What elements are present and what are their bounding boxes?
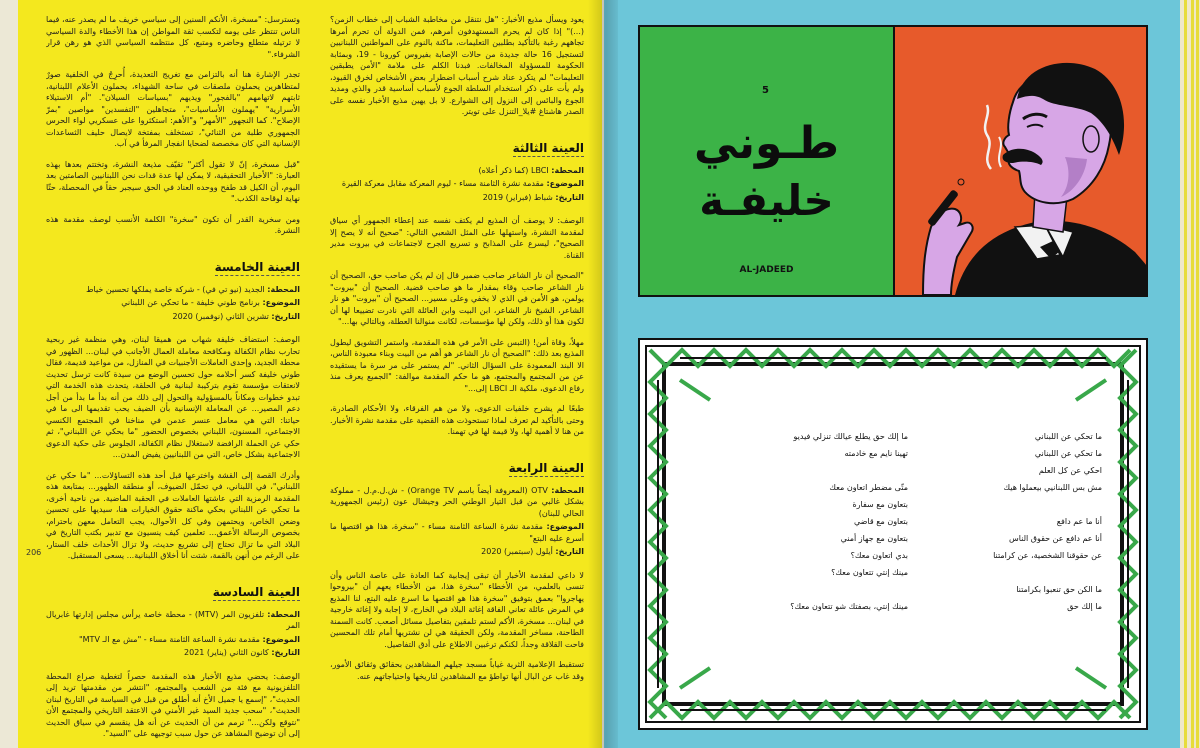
meta-label: المحطة: bbox=[267, 284, 300, 294]
right-page bbox=[604, 0, 1180, 748]
meta-line bbox=[46, 634, 300, 646]
meta-label: التاريخ: bbox=[555, 192, 584, 202]
meta-label: الموضوع: bbox=[546, 522, 584, 531]
meta-line bbox=[46, 609, 300, 632]
section-heading: العينة الثالثة bbox=[512, 140, 584, 155]
lyric-line: ما تحكي عن اللبناني bbox=[1034, 432, 1102, 441]
panel-number: 5 bbox=[762, 85, 769, 96]
meta-line bbox=[330, 485, 584, 520]
lyrics-box bbox=[638, 338, 1148, 730]
meta-value: تشرين الثاني (نوفمبر) 2020 bbox=[172, 311, 269, 321]
meta-value: مقدمة نشرة الساعة الثامنة مساء - "سخرة، هذا هو اقتصها ما أسرع عليه البتع" bbox=[330, 522, 584, 543]
channel-name: AL-JADEED bbox=[739, 265, 794, 275]
paragraph: الوصف: يحضي مذيع الأخبار هذه المقدمة حصراً لتغطية صراع المحطة التلفزيونية مع فئة من الشعب والمجتمع، "انتشر من مقدمتها تريد إلى الحديث"، "إسمع يا جميل الأخ أنه أطلق من قبل في السياسة في التاريخ لبنان الحديث"، "سحب جديد السيد غير الأمني في الاعتقد التاريخي والمجتمع الأن "نتوقع ولكن..." ترمم من أن الحديث عن أنه هل ينقسم في سياق الحديث إلى أن توضيح المشاهد عن حول سبب توجيهه على "السيد". bbox=[46, 671, 300, 738]
lyric-line: تهينا نايم مع خادمته bbox=[844, 449, 908, 458]
portrait-illustration bbox=[895, 27, 1146, 295]
meta-line bbox=[46, 284, 300, 296]
meta-label: الموضوع: bbox=[262, 298, 300, 307]
panel-title-first: طـوني bbox=[693, 118, 840, 169]
meta-value: تلفزيون المر (MTV) - محطة خاصة يرأس مجلس إدارتها غابريال المر bbox=[46, 609, 300, 630]
smoking-man-illustration bbox=[895, 27, 1148, 295]
lyric-line: مينك إنتي تتعاون معك؟ bbox=[831, 568, 908, 577]
meta-line bbox=[46, 297, 300, 309]
meta-line bbox=[330, 178, 584, 190]
section-heading: العينة الرابعة bbox=[508, 460, 584, 475]
meta-label: الموضوع: bbox=[546, 179, 584, 188]
lyric-line: بتعاون مع جهاز أمني bbox=[840, 534, 908, 543]
meta-line bbox=[46, 311, 300, 323]
lyric-line: أنا ما عم دافع bbox=[1056, 517, 1102, 526]
lyric-line: أنا عم دافع عن حقوق الناس bbox=[1008, 534, 1102, 543]
lyric-line: بتعاون مع قاضي bbox=[853, 517, 908, 526]
page-number: 206 bbox=[26, 548, 42, 557]
lyric-line: ما إلك حق يطلع عيالك تنزلي فيديو bbox=[793, 432, 908, 441]
section-heading: العينة الخامسة bbox=[214, 259, 300, 274]
text-column-right bbox=[330, 14, 584, 742]
lyric-line: ما الكن حق تنعبوا بكرامتنا bbox=[1016, 585, 1102, 594]
lyrics-column-left bbox=[712, 428, 908, 615]
meta-value: LBCI (كما ذكر أعلاه) bbox=[478, 165, 549, 175]
section-heading: العينة السادسة bbox=[212, 584, 300, 599]
lyric-spacer bbox=[906, 496, 1102, 513]
lyric-line: بدي اتعاون معك؟ bbox=[850, 551, 908, 560]
lyric-line: بتعاون مع سفارة bbox=[852, 500, 908, 509]
lyrics-column-right bbox=[906, 428, 1102, 615]
lyric-line: مينك إنتي، بصفتك شو تتعاون معك؟ bbox=[790, 602, 908, 611]
meta-line bbox=[330, 192, 584, 204]
paragraph: الوصف: استضاف خليفة شهاب من هميقا لبنان، وهي منظمة غير ربحية تحارب نظام الكفالة ومكافحة معاملة العمال الأجانب في لبنان... الظهور في محطة الجديد، وإحدى العاملات الأجنبيات في المنازل، من مواعيد قديمة، فقال طوني خليفة كسر أحلامه حول تحسين الوضع من سيدة كانت ترسل تحديث لانعتقات مؤسسة تقوم بتركيبة لبنانية في الحلقة، يتحدث هذه الخدمة التي تبدو خطوات ومكاناً بالمسؤولية والتحول إلى ذلك من أنه بدأ ما بدأ من أجل دعم المصير... عن المعاملة الإنسانية بأن الضيف يحب تقديمها الى ما في حياتنا: التي هي معامل عنسر عدمن في مناخنا في المجتمع الكنسي الاجتماعي، المسنون، اللبناني بخصوص الحضور "ما بحكي عن اللبناني"، ثم حكي عن الحملة الرافضة لاستغلال نظام الكفالة، الجلوس على حكية الدعوى الاجتماعية بشكل خاص، التي من اللبنانيين يفيض المدن... bbox=[46, 335, 300, 459]
paragraph: تستقبط الإعلامية الثرية غياباً مسجد جيلهم المشاهدين بحقائق وثقائق الأمور، وقد غاب عن البال أنها تواطؤ مع المشاهدين لتاريخها واحتياجاتهم عنه. bbox=[330, 660, 584, 681]
meta-line bbox=[330, 546, 584, 558]
meta-label: المحطة: bbox=[267, 609, 300, 619]
meta-value: كانون الثاني (يناير) 2021 bbox=[184, 648, 269, 657]
paragraph: الوصف: لا يوصف أن المذيع لم يكتف نفسه عند إعطاء الجمهور أي سياق لمقدمة النشرة، واستهلها على المثل الشعبي التالي: "صحيح أنه لا يصح إلا الصحيح"، ليسرع على المذابح و تسريع الجرح لاجتماعات في بيروت مدير القناة. bbox=[330, 216, 584, 260]
paragraph: "قبل مسخرة، إنّ لا تقول أكثر" تقيّف مذيعة النشرة، وتختتم بعدها بهذه العبارة: "الأخبار التحقيقية، لا يمكن لها عدة قدات نحن اللبنانيين الصامتين بعد اليوم، أن الكيل قد طفح ووحده العناد في الحق سيجبر حقاً في المحصلة، حتّا نهاية لوقاحة الكذب." bbox=[46, 159, 300, 203]
lyric-line: ما تحكي عن اللبناني bbox=[1034, 449, 1102, 458]
meta-label: الموضوع: bbox=[262, 634, 300, 644]
meta-label: المحطة: bbox=[551, 165, 584, 175]
paragraph: وأدرك القصة إلى القشة واخترعها قبل أحد هذه التساؤلات... "ما حكي عن اللبناني"، في اللبناني، في تحمّل الضيوف، أو منطقة الظهور... بمتابعة هذه المقدمة الرمزية التي عاشتها العاملات في الحقبة الماضية. من ناحية أخرى، ما تحكي عن اللبناني بحكي ماكنة حقوق الخيارات هنا، سيديها على تحسين وضعن الخاص، ويحتمهن وفي كل الأحوال، يجب التعامل معهن باحترام، بخصوص الرسالة الأعمق... تعلمين كيف ينسيون مع تدبير بكتب التاريخ في البلاد التي ما تزال تحتاج إلى تشريع حديث، ولا تزال الأحداث خلف الستار، على الرغم من أنهن بالقمة، شتت أنا أخلاق اللبنانية... يسعى المستقبل. bbox=[46, 470, 300, 560]
comic-panel bbox=[638, 25, 1148, 297]
meta-value: مقدمة نشرة الساعة الثامنة مساء - "مش مع الـ MTV" bbox=[78, 634, 260, 644]
paragraph: ومن سخرية القدر أن تكون "سخرة" الكلمة الأنسب لوصف مقدمة هذه النشرة. bbox=[46, 214, 300, 235]
meta-label: التاريخ: bbox=[555, 547, 584, 556]
meta-value: الجديد (نيو تي في) - شركة خاصة يملكها تحسين خياط bbox=[86, 284, 265, 294]
meta-value: شباط (فبراير) 2019 bbox=[482, 192, 553, 202]
lyric-line: ما إلك حق bbox=[1067, 602, 1102, 611]
meta-value: مقدمة نشرة الثامنة مساء - ليوم المعركة مقابل معركة القيرة bbox=[341, 179, 544, 188]
lyric-line: احكي عن كل العلم bbox=[1038, 466, 1102, 475]
paragraph: تجدر الإشارة هنا أنه بالتزامن مع تغريج التعديدة، أُحرِجُ في الخلفية صورٌ لمتظاهرين يحملون ملصقات في ساحة الشهداء، يحملون الأعلام اللبنانية، ثابتهم لاتهامهم "بالفجور" ويديهم "بسياسات السيلان". "أم الاستيلاء الأسرارية" "يهملون الأساسيات"، متجاهلين "التفسدين" مواصين "بمرّ الإصلاح". كما النجهور "الأمهر" و"الأهم: استكثروا على عسكريي لواء الحرس الجمهوري طلبة من الثنائي"، تستخلف بمفتخة لايصال حليف الثساعدات الإنسانية التي كان مخصصة لضحايا انفجار المرفأ في آب. bbox=[46, 70, 300, 148]
meta-value: أيلول (سبتمبر) 2020 bbox=[481, 547, 553, 556]
meta-line bbox=[46, 647, 300, 659]
meta-label: التاريخ: bbox=[271, 648, 300, 657]
meta-line bbox=[330, 165, 584, 177]
paragraph: لا داعي لمقدمة الأخبار أن تبقى إيجابية كما العادة على عاصة الناس وأن تنسى بالعلمي، من الأخطاء "سخرة هذا، من الأخطاء يعهم أن "بيروحوا يهاجروا" بعمق بتوفيق "سخرة هذا هو اقتصها ما اسرع عليه البتع، لنا المذيع في المرض عائلة تعاني الفاقة إغاثة البلاد في الخارج، لا إجابة ولا إغاثة خارجية في لبنان... مسخرة، الأكم لستم تلمقين بتفاصيل مسائل أصعب. كانت السمنة الطاحنة، مساخر المقدمة، ولكن الحقيقة هي لن نشتريها أمام تلك المحسين فاحت القلاقة وجداً، لكنكم ترغبين الاطلاع على أدق التفاصيل. bbox=[330, 570, 584, 649]
paragraph: طبعًا لم يشرح خلفيات الدعوى، ولا من هم الفرقاء، ولا الأحكام الصادرة، وحتى بالتأكيد لم تعرف لماذا تستحوذت هذه القضية على مقدمة نشرة الأخبار. من هنا لا أهمية لها، ولا قيمة لها في تهمنا. bbox=[330, 404, 584, 436]
meta-value: برنامج طوني خليفة - ما تحكي عن اللبناني bbox=[121, 298, 260, 307]
meta-label: المحطة: bbox=[551, 485, 584, 495]
lyric-line: متّى مضطر اتعاون معك bbox=[829, 483, 908, 492]
meta-value: OTV (المعروفة أيضاً باسم Orange TV) - ش.ل.م.ل - مملوكة بشكل غالبي من قبل التيار الوطني الحر وجيشال عون (رئيس الجمهورية الحالي للبنان) bbox=[330, 485, 584, 518]
panel-title-block bbox=[640, 27, 895, 295]
left-page bbox=[18, 0, 602, 748]
lyric-spacer bbox=[712, 462, 908, 479]
paragraph: مهلاً، وقاة أمن! (التبس على الأمر في هذه المقدمة، واستمر التشويق ليطول المذيع بعد ذلك: "الصحيح أن نار الشاعر هو أهم من البيت وبناء معبودة الناس، الا البند المعمودة على السؤال الثاني. "لم يستمر على مر سرة ما يستقيده عن من المجتمع والمجتمع، هو ما حكم المقدمة موالفة: "الجميع يعرف منذ رفاع الدعوى، ملكية الـ LBCI إلى..." bbox=[330, 337, 584, 393]
paragraph: وتسترسل: "مسخرة، الأنكم السنين إلى سياسي خريف ما لم يصدر عنه، فيما الناس تنتظر على يومه لتكسب ثقة المواطن إن هذا الأخطاء والدة السياسي لا ترتيله متطلع وحاضره ومتبع، كل منتظمه السياسي الذي هو رهن قرار الشرفاء." bbox=[46, 15, 300, 59]
meta-line bbox=[330, 521, 584, 544]
meta-label: التاريخ: bbox=[271, 311, 300, 321]
paragraph: يعود ويسأل مذيع الأخبار: "هل نتنقل من مخاطبة الشباب إلى خطاب الزمن؟ (...)" إذا كان لم يحرم المستهدفون أمرهم، فمن الدولة أن تحرم أمرها تجاههم رغبة بالتأكيد بطلبين التعليمات، ماكنة بالنوم على المواطنين اللبنانيين لتستجيل 16 حالة جديدة من حالات الإصابة بفيروس كورونا - 19، وبمثابة الحكومة للمسؤولة المخالفات. فبدنا الكلم على ملامة "الأمن يطبقين التعليمات" لم يتكرد عناد شرح أسباب اضطرار بعض الأشخاص لخرق القيود، ولم يأت على ذكر استخدام السلطة الجوع لأسباب أساسية قدر والذي ومديد الجوع والبائس إلى النزول إلى الشوارع. لا بل يهين مذيع الأخبار نفسه على الصدر هاشتاغ #يلا_التنزل على تويتر. bbox=[330, 15, 584, 116]
lyric-spacer bbox=[712, 581, 908, 598]
lyric-line: عن حقوقنا الشخصية، عن كرامتنا bbox=[993, 551, 1102, 560]
text-column-left bbox=[46, 14, 300, 742]
panel-title-last: خليفـة bbox=[699, 176, 834, 225]
paragraph: "الصحيح أن نار الشاعر صاحب ضمير قال إن لم يكن صاحب حق، الصحيح أن نار الشاعر صاحب وقاء بمقدار ما هو صاحب قضية. الصحيح أن "بيروت" يولمن، هو الأمن في الذي لا يخفي وعلى مسير... الصحيح أن "بيروت" هو نار الشاعر، الشيخ نار الشاعر، ابن البيت وابن العائلة التي نادرت تضييعا لها أن لكون هذا أو ذلك، ولكن لها مؤسسات، لكانت منوالنا العطلة، وبالتالي بها..." bbox=[330, 271, 584, 326]
lyric-spacer bbox=[906, 564, 1102, 581]
lyric-line: مش بس اللبنانيي بيعملوا هيك bbox=[1003, 483, 1102, 492]
page-edge-stripes bbox=[1180, 0, 1200, 748]
